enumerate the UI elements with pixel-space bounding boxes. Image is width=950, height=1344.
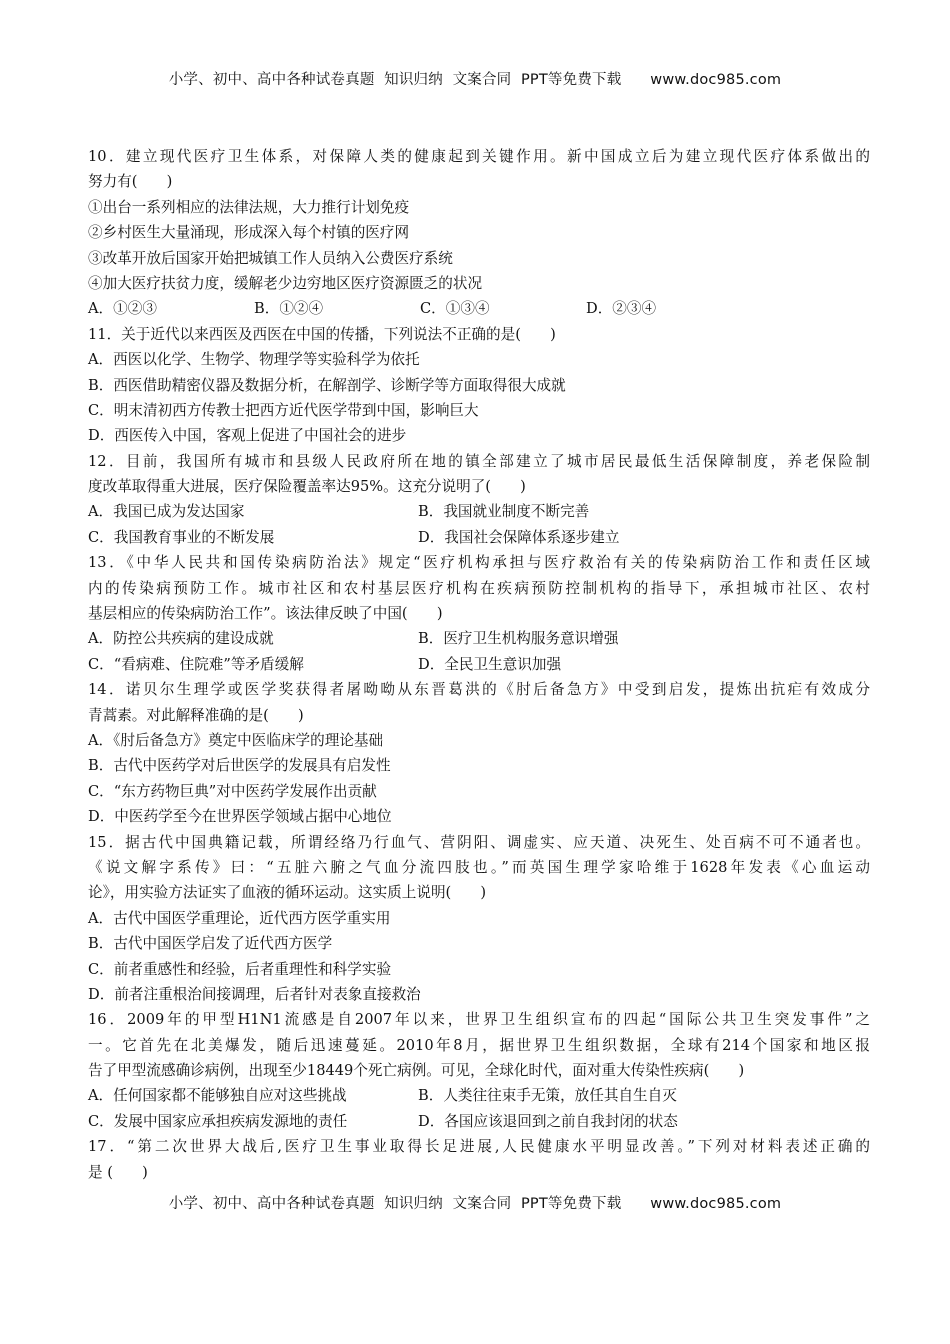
question-14 xyxy=(88,677,870,829)
question-stem: 一。它首先在北美爆发，随后迅速蔓延。2010年8月，据世界卫生组织数据，全球有214个国家和地区报 xyxy=(88,1036,870,1054)
question-stem: 14．诺贝尔生理学或医学奖获得者屠呦呦从东晋葛洪的《肘后备急方》中受到启发，提炼出抗疟有效成分 xyxy=(88,681,870,699)
option-c[interactable]: C．①③④ xyxy=(420,300,490,318)
statement-item: ①出台一系列相应的法律法规，大力推行计划免疫 xyxy=(88,198,410,216)
question-stem: 青蒿素。对此解释准确的是( ) xyxy=(88,706,304,724)
question-stem: 论》，用实验方法证实了血液的循环运动。这实质上说明( ) xyxy=(88,884,487,902)
header-banner: 小学、初中、高中各种试卷真题 知识归纳 文案合同 PPT等免费下载 www.doc985.com xyxy=(168,72,782,88)
statement-item: ③改革开放后国家开始把城镇工作人员纳入公费医疗系统 xyxy=(88,249,453,267)
option-b[interactable]: B．医疗卫生机构服务意识增强 xyxy=(418,630,619,648)
option-b[interactable]: B．古代中国医学启发了近代西方医学 xyxy=(88,935,333,953)
question-11 xyxy=(88,322,870,449)
option-c[interactable]: C．发展中国家应承担疾病发源地的责任 xyxy=(88,1112,348,1130)
footer-banner: 小学、初中、高中各种试卷真题 知识归纳 文案合同 PPT等免费下载 www.doc985.com xyxy=(168,1196,782,1212)
options-row xyxy=(88,499,870,524)
option-d[interactable]: D．各国应该退回到之前自我封闭的状态 xyxy=(418,1112,678,1130)
option-c[interactable]: C．我国教育事业的不断发展 xyxy=(88,528,275,546)
option-d[interactable]: D．中医药学至今在世界医学领域占据中心地位 xyxy=(88,808,392,826)
question-13 xyxy=(88,550,870,677)
question-12 xyxy=(88,449,870,551)
question-stem: 是 ( ) xyxy=(88,1163,148,1181)
option-d[interactable]: D．②③④ xyxy=(586,300,657,318)
option-d[interactable]: D．前者注重根治间接调理，后者针对表象直接救治 xyxy=(88,985,421,1003)
question-stem: 10．建立现代医疗卫生体系，对保障人类的健康起到关键作用。新中国成立后为建立现代医疗体系做出的 xyxy=(88,148,870,165)
option-b[interactable]: B．西医借助精密仪器及数据分析，在解剖学、诊断学等方面取得很大成就 xyxy=(88,376,566,394)
statement-item: ②乡村医生大量涌现，形成深入每个村镇的医疗网 xyxy=(88,224,410,242)
option-c[interactable]: C．“东方药物巨典”对中医药学发展作出贡献 xyxy=(88,782,377,800)
option-b[interactable]: B．人类往往束手无策，放任其自生自灭 xyxy=(418,1087,677,1105)
question-stem: 16．2009年的甲型H1N1流感是自2007年以来，世界卫生组织宣布的四起“国际公共卫生突发事件”之 xyxy=(88,1011,870,1029)
options-row xyxy=(88,1083,870,1108)
question-16 xyxy=(88,1007,870,1134)
question-stem: 13．《中华人民共和国传染病防治法》规定“医疗机构承担与医疗救治有关的传染病防治工作和责任区域 xyxy=(88,554,870,572)
question-stem: 《说文解字系传》曰：“五脏六腑之气血分流四肢也。”而英国生理学家哈维于1628年发表《心血运动 xyxy=(88,858,870,876)
option-c[interactable]: C．明末清初西方传教士把西方近代医学带到中国，影响巨大 xyxy=(88,401,479,419)
option-c[interactable]: C．“看病难、住院难”等矛盾缓解 xyxy=(88,655,304,673)
option-d[interactable]: D．全民卫生意识加强 xyxy=(418,655,562,673)
question-stem: 12．目前，我国所有城市和县级人民政府所在地的镇全部建立了城市居民最低生活保障制度，养老保险制 xyxy=(88,452,870,470)
options-row xyxy=(88,296,870,321)
option-b[interactable]: B．①②④ xyxy=(254,300,324,318)
question-stem: 15．据古代中国典籍记载，所谓经络乃行血气、营阴阳、调虚实、应天道、决死生、处百病不可不通者也。 xyxy=(88,833,870,851)
option-a[interactable]: A．①②③ xyxy=(88,300,157,318)
option-b[interactable]: B．古代中医药学对后世医学的发展具有启发性 xyxy=(88,757,391,775)
question-stem: 17．“第二次世界大战后,医疗卫生事业取得长足进展,人民健康水平明显改善。”下列对材料表述正确的 xyxy=(88,1138,870,1156)
question-10 xyxy=(88,144,870,322)
question-stem: 告了甲型流感确诊病例，出现至少18449个死亡病例。可见，全球化时代，面对重大传染性疾病( ) xyxy=(88,1062,745,1080)
option-a[interactable]: A．任何国家都不能够独自应对这些挑战 xyxy=(88,1087,347,1105)
option-d[interactable]: D．我国社会保障体系逐步建立 xyxy=(418,528,620,546)
options-row xyxy=(88,1109,870,1134)
options-row xyxy=(88,525,870,550)
question-15 xyxy=(88,830,870,1008)
statement-item: ④加大医疗扶贫力度，缓解老少边穷地区医疗资源匮乏的状况 xyxy=(88,274,483,292)
option-c[interactable]: C．前者重感性和经验，后者重理性和科学实验 xyxy=(88,960,392,978)
question-stem: 内的传染病预防工作。城市社区和农村基层医疗机构在疾病预防控制机构的指导下，承担城市社区、农村 xyxy=(88,579,870,597)
question-list xyxy=(88,144,870,1185)
option-a[interactable]: A．我国已成为发达国家 xyxy=(88,503,245,521)
question-stem: 努力有( ) xyxy=(88,173,173,191)
option-a[interactable]: A．防控公共疾病的建设成就 xyxy=(88,630,274,648)
option-a[interactable]: A．古代中国医学重理论，近代西方医学重实用 xyxy=(88,909,391,927)
question-17 xyxy=(88,1134,870,1185)
question-stem: 基层相应的传染病防治工作”。该法律反映了中国( ) xyxy=(88,605,443,623)
option-a[interactable]: A．《肘后备急方》奠定中医临床学的理论基础 xyxy=(88,731,384,749)
options-row xyxy=(88,652,870,677)
option-b[interactable]: B．我国就业制度不断完善 xyxy=(418,503,590,521)
option-a[interactable]: A．西医以化学、生物学、物理学等实验科学为依托 xyxy=(88,351,420,369)
option-d[interactable]: D．西医传入中国，客观上促进了中国社会的进步 xyxy=(88,427,407,445)
question-stem: 度改革取得重大进展，医疗保险覆盖率达95%。这充分说明了( ) xyxy=(88,478,526,496)
options-row xyxy=(88,626,870,651)
question-stem: 11．关于近代以来西医及西医在中国的传播，下列说法不正确的是( ) xyxy=(88,325,556,343)
